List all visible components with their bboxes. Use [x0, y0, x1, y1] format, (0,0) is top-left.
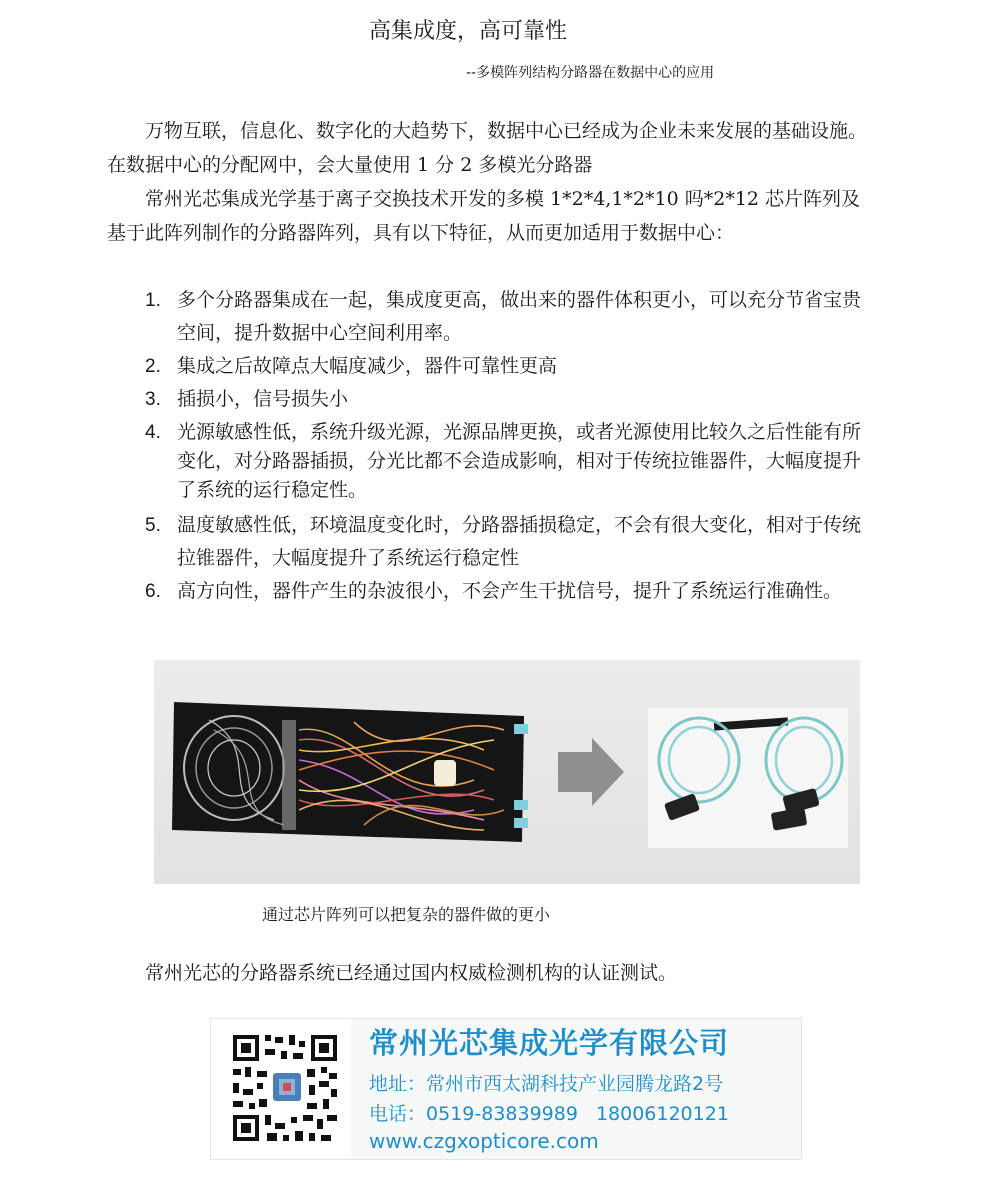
feature-text: 多个分路器集成在一起，集成度更高，做出来的器件体积更小，可以充分节省宝贵空间，提升数据中心空间利用率。: [177, 289, 862, 344]
feature-text: 温度敏感性低，环境温度变化时，分路器插损稳定，不会有很大变化，相对于传统拉锥器件，大幅度提升了系统运行稳定性: [177, 514, 862, 569]
feature-number: 4.: [145, 422, 161, 443]
splitter-photo-illustration: [154, 660, 860, 884]
feature-number: 3.: [145, 389, 161, 410]
qr-code-graphic: [211, 1019, 351, 1159]
company-website: www.czgxopticore.com: [369, 1129, 599, 1153]
intro-text: 万物互联，信息化、数字化的大趋势下，数据中心已经成为企业未来发展的基础设施。在数据中心的分配网中，会大量使用 1 分 2 多模光分路器: [107, 120, 868, 176]
fiber-tray-image: [172, 702, 528, 842]
feature-item: [107, 418, 867, 505]
feature-text: 高方向性，器件产生的杂波很小，不会产生干扰信号，提升了系统运行准确性。: [177, 580, 843, 602]
photo-caption: 通过芯片阵列可以把复杂的器件做的更小: [262, 905, 551, 924]
splitter-comparison-photo: [154, 660, 860, 884]
feature-text: 集成之后故障点大幅度减少，器件可靠性更高: [177, 355, 558, 377]
feature-number: 5.: [145, 515, 161, 536]
phone-label: 电话：: [369, 1103, 427, 1125]
product-text: 常州光芯集成光学基于离子交换技术开发的多模 1*2*4,1*2*10 吗*2*12 芯片阵列及基于此阵列制作的分路器阵列，具有以下特征，从而更加适用于数据中心：: [107, 188, 861, 244]
feature-item: [107, 284, 867, 350]
qr-code: [211, 1019, 351, 1159]
company-phone: [369, 1099, 729, 1126]
intro-paragraph: [107, 114, 867, 182]
phone-number-2: 18006120121: [595, 1103, 729, 1125]
company-address: 地址：常州市西太湖科技产业园腾龙路2号: [369, 1073, 724, 1095]
feature-item: [107, 383, 867, 416]
company-contact-card: [210, 1018, 802, 1160]
page-title: 高集成度，高可靠性: [368, 19, 567, 44]
company-name: 常州光芯集成光学有限公司: [369, 1026, 730, 1060]
feature-text: 插损小，信号损失小: [177, 388, 349, 410]
feature-text: 光源敏感性低，系统升级光源，光源品牌更换，或者光源使用比较久之后性能有所变化，对分路器插损，分光比都不会造成影响，相对于传统拉锥器件，大幅度提升了系统的运行稳定性。: [177, 421, 862, 501]
feature-item: [107, 509, 867, 575]
feature-list: [107, 284, 867, 608]
page-subtitle: --多模阵列结构分路器在数据中心的应用: [466, 65, 715, 81]
feature-number: 1.: [145, 290, 161, 311]
certification-text: 常州光芯的分路器系统已经通过国内权威检测机构的认证测试。: [145, 962, 678, 984]
feature-number: 6.: [145, 581, 161, 602]
phone-number-1: 0519-83839989: [426, 1103, 578, 1125]
feature-number: 2.: [145, 356, 161, 377]
compact-splitter-image: [648, 708, 848, 848]
arrow-right-icon: [558, 738, 624, 806]
product-paragraph: [107, 182, 867, 250]
feature-item: [107, 575, 867, 608]
feature-item: [107, 350, 867, 383]
